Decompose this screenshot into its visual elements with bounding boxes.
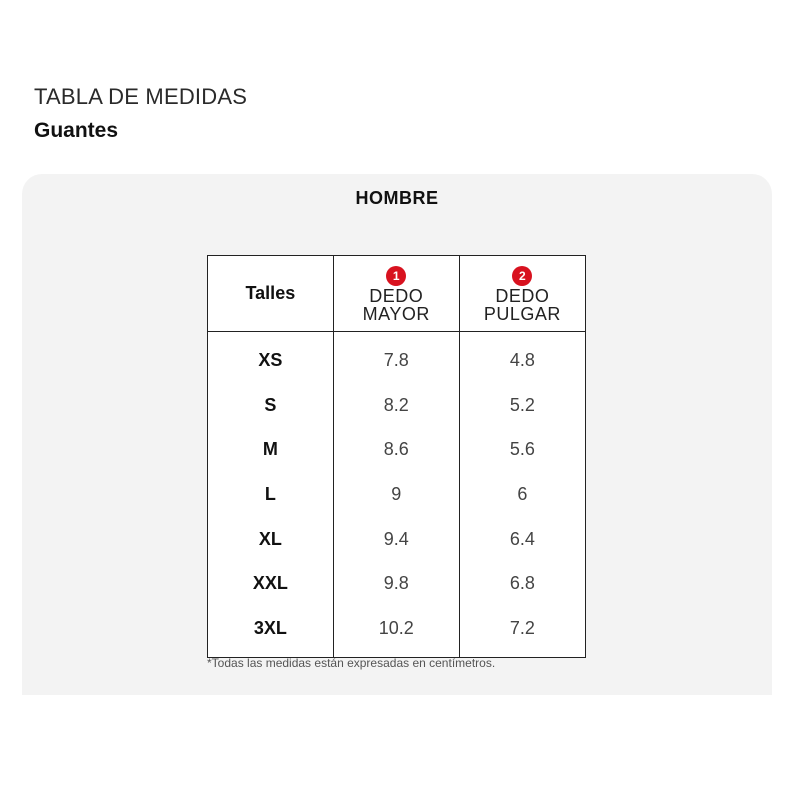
finger-thumb-column-header [459, 256, 585, 332]
table-row [208, 332, 586, 383]
value-cell: 6.8 [459, 561, 585, 606]
number-badge-icon: 1 [386, 266, 406, 286]
column-header-line: MAYOR [362, 303, 430, 324]
value-cell: 5.2 [459, 383, 585, 428]
number-badge-icon: 2 [512, 266, 532, 286]
column-header-line: DEDO [369, 285, 424, 306]
value-cell: 4.8 [459, 332, 585, 383]
size-cell: XS [208, 332, 334, 383]
value-cell: 6.4 [459, 517, 585, 562]
product-name: Guantes [34, 119, 119, 142]
size-cell: XXL [208, 561, 334, 606]
value-cell: 7.8 [333, 332, 459, 383]
size-cell: XL [208, 517, 334, 562]
table-row [208, 517, 586, 562]
finger-middle-column-header [333, 256, 459, 332]
table-row [208, 472, 586, 517]
size-cell: 3XL [208, 606, 334, 657]
table-row [208, 561, 586, 606]
value-cell: 5.6 [459, 427, 585, 472]
table-row [208, 606, 586, 657]
size-cell: M [208, 427, 334, 472]
value-cell: 10.2 [333, 606, 459, 657]
table-row [208, 383, 586, 428]
value-cell: 9.8 [333, 561, 459, 606]
value-cell: 9.4 [333, 517, 459, 562]
column-header-line: PULGAR [483, 303, 561, 324]
section-title: HOMBRE [355, 188, 439, 208]
size-cell: S [208, 383, 334, 428]
size-column-header: Talles [208, 256, 334, 332]
value-cell: 7.2 [459, 606, 585, 657]
table-row [208, 427, 586, 472]
footnote: *Todas las medidas están expresadas en centímetros. [207, 656, 496, 670]
column-header-line: DEDO [495, 285, 550, 306]
value-cell: 6 [459, 472, 585, 517]
size-cell: L [208, 472, 334, 517]
table-header-row [208, 256, 586, 332]
value-cell: 9 [333, 472, 459, 517]
page-title: TABLA DE MEDIDAS [34, 84, 248, 109]
size-table [207, 255, 586, 658]
value-cell: 8.2 [333, 383, 459, 428]
value-cell: 8.6 [333, 427, 459, 472]
